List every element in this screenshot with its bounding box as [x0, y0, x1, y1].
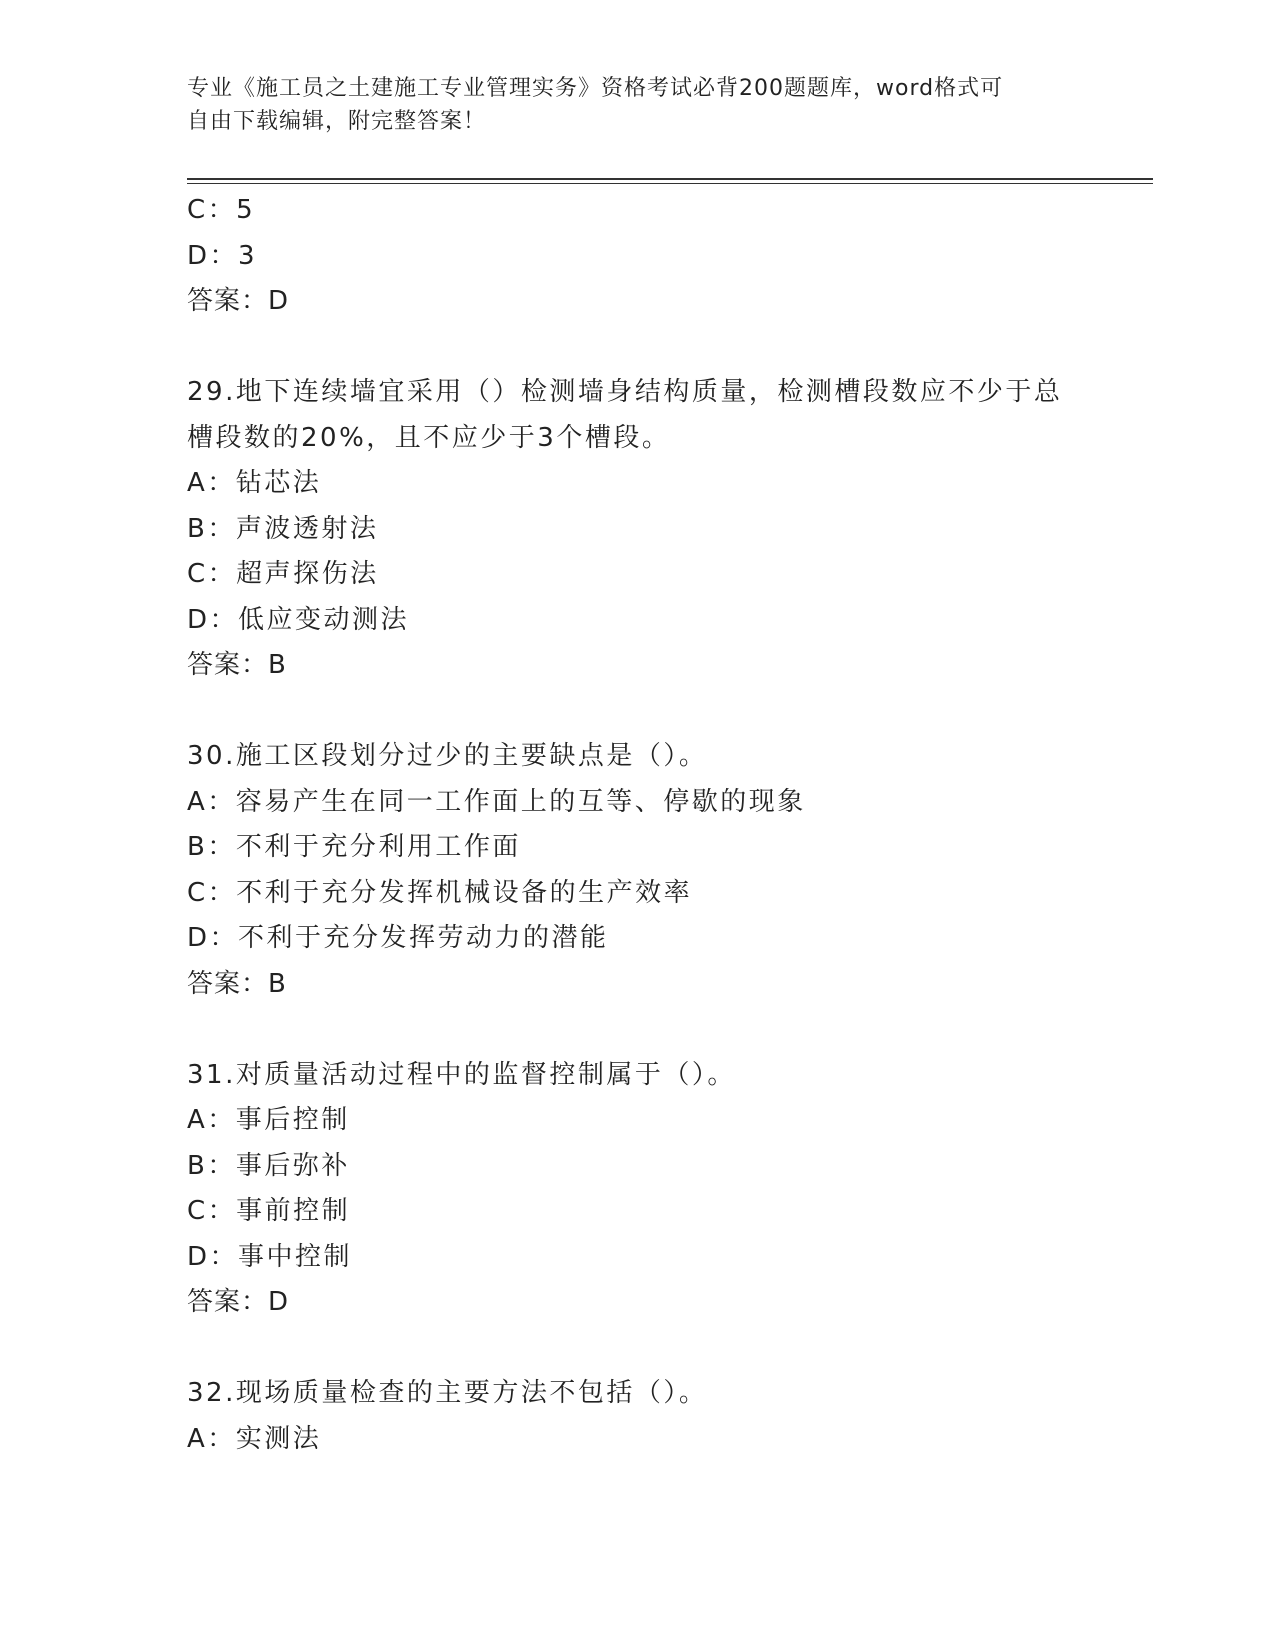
question-29-option-d: D：低应变动测法: [187, 604, 410, 635]
question-30-option-a: A：容易产生在同一工作面上的互等、停歇的现象: [187, 786, 806, 817]
question-29-answer: 答案：B: [187, 650, 287, 680]
question-29-stem-line-1: 29.地下连续墙宜采用（）检测墙身结构质量，检测槽段数应不少于总: [187, 377, 1063, 407]
question-32-option-a: A：实测法: [187, 1423, 322, 1454]
question-31-option-d: D：事中控制: [187, 1241, 353, 1272]
prev-option-c: C：5: [187, 195, 256, 225]
spacer: [187, 689, 1147, 735]
question-32-stem: 32.现场质量检查的主要方法不包括（）。: [187, 1378, 708, 1408]
prev-option-d: D：3: [187, 240, 258, 271]
question-29-option-a: A：钻芯法: [187, 468, 322, 498]
header-divider-thin: [187, 183, 1153, 184]
header-divider-thick: [187, 178, 1153, 180]
page-header: [187, 72, 1087, 138]
question-31-option-a: A：事后控制: [187, 1105, 350, 1135]
question-30-answer: 答案：B: [187, 968, 287, 999]
question-29-option-c: C：超声探伤法: [187, 559, 379, 589]
question-30-stem: 30.施工区段划分过少的主要缺点是（）。: [187, 741, 708, 771]
question-31-option-b: B：事后弥补: [187, 1150, 350, 1181]
spacer: [187, 1326, 1147, 1372]
question-31-option-c: C：事前控制: [187, 1196, 351, 1226]
question-30-option-c: C：不利于充分发挥机械设备的生产效率: [187, 877, 693, 908]
header-line-1: 专业《施工员之土建施工专业管理实务》资格考试必背200题题库，word格式可: [187, 76, 1004, 101]
question-31-answer: 答案：D: [187, 1287, 290, 1317]
question-30-option-d: D：不利于充分发挥劳动力的潜能: [187, 923, 609, 953]
spacer: [187, 325, 1147, 371]
prev-answer: 答案：D: [187, 286, 290, 316]
question-30-option-b: B：不利于充分利用工作面: [187, 832, 521, 862]
header-line-2: 自由下载编辑，附完整答案！: [187, 109, 487, 134]
question-29-option-b: B：声波透射法: [187, 513, 379, 544]
question-content: [187, 188, 1147, 1462]
spacer: [187, 1007, 1147, 1053]
question-29-stem-line-2: 槽段数的20%，且不应少于3个槽段。: [187, 422, 671, 453]
question-31-stem: 31.对质量活动过程中的监督控制属于（）。: [187, 1059, 736, 1090]
